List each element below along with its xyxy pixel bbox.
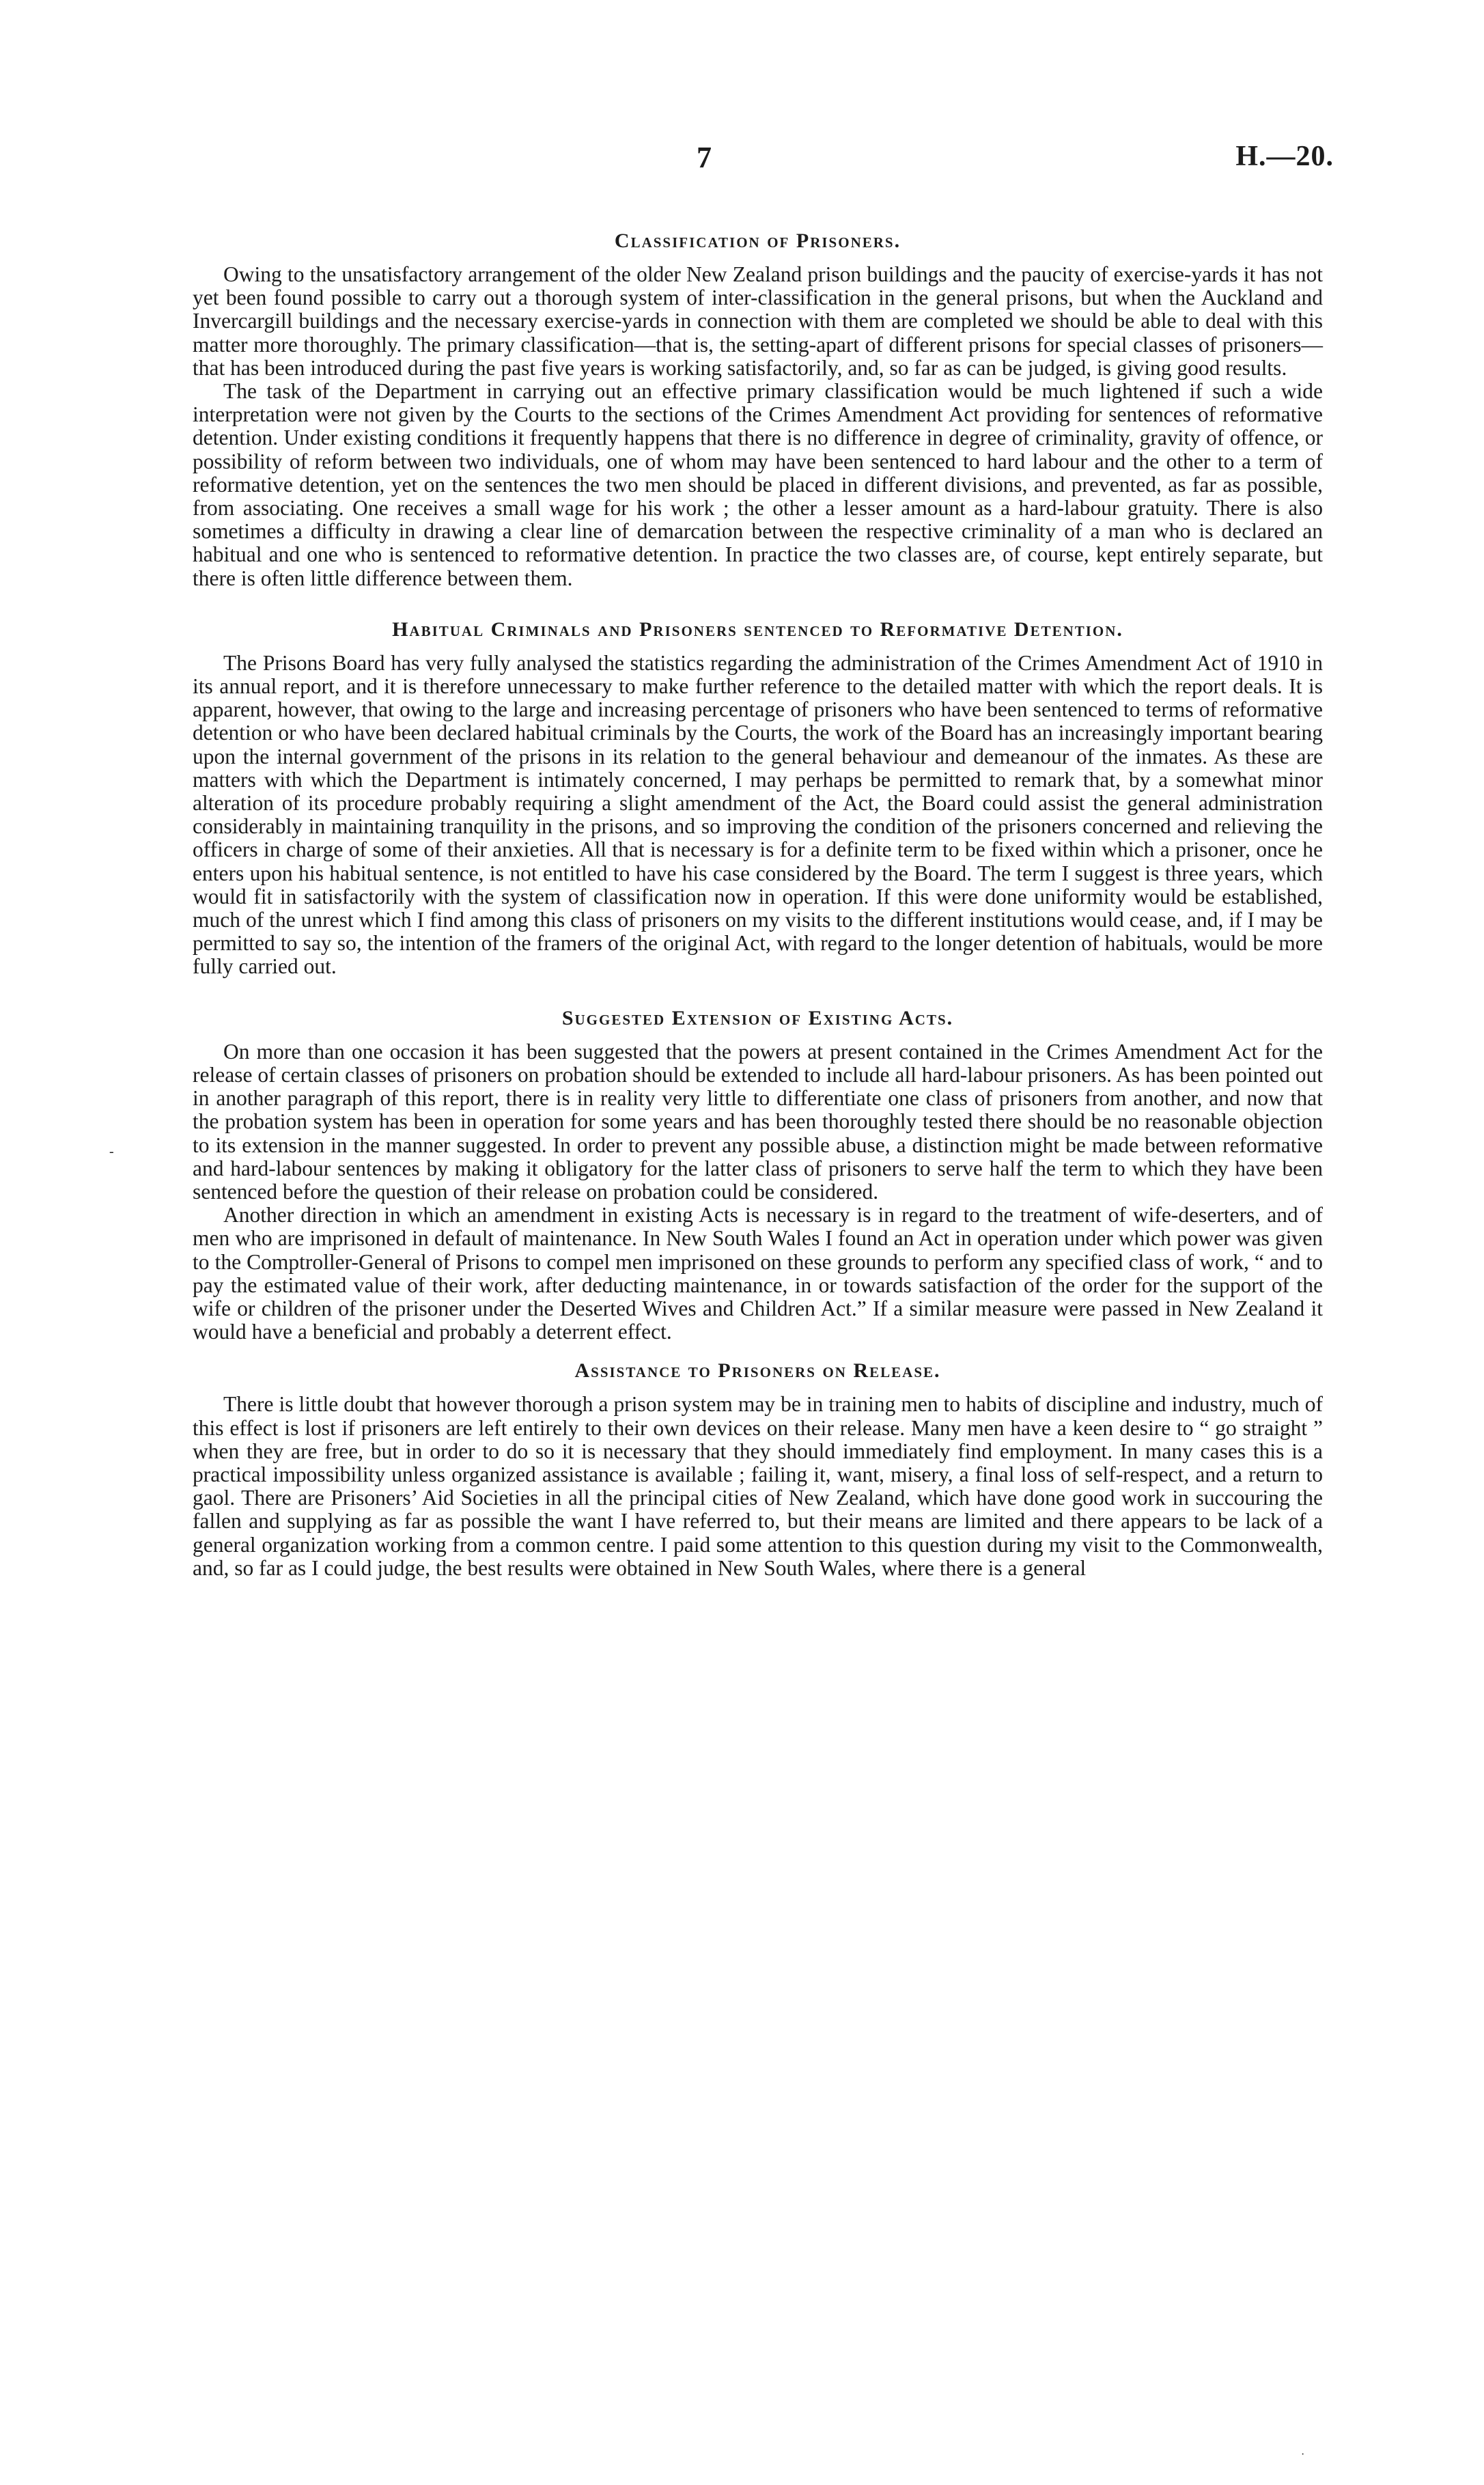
section-classification [193,229,1323,590]
section-heading: Habitual Criminals and Prisoners sentenced to Reformative Detention. [392,617,1123,641]
section-heading: Suggested Extension of Existing Acts. [561,1006,954,1029]
section-assistance-on-release [193,1359,1323,1580]
section-habitual-criminals [193,617,1323,979]
paragraph: The Prisons Board has very fully analysed the statistics regarding the administration of the Crimes Amendment Act of 1910 in its annual report, and it is therefore unnecessary to make further reference to the detailed matter with which the report deals. It is apparent, however, that owing to the large and increasing percentage of prisoners who have been sentenced to terms of reformative detention or who have been declared habitual criminals by the Courts, the work of the Board has an increasingly important bearing upon the internal government of the prisons in its relation to the general behaviour and demeanour of the inmates. As these are matters with which the Department is intimately concerned, I may perhaps be permitted to remark that, by a somewhat minor alteration of its procedure probably requiring a slight amendment of the Act, the Board could assist the general administration considerably in maintaining tranquility in the prisons, and so improving the condition of the prisoners concerned and relieving the officers in charge of some of their anxieties. All that is necessary is for a definite term to be fixed within which a prisoner, once he enters upon his habitual sentence, is not entitled to have his case considered by the Board. The term I suggest is three years, which would fit in satisfactorily with the system of classification now in operation. If this were done uniformity would be established, much of the unrest which I find among this class of prisoners on my visits to the different institutions would cease, and, if I may be permitted to say so, the intention of the framers of the original Act, with regard to the longer detention of habituals, would be more fully carried out. [193,650,1323,979]
margin-mark: - [109,1144,114,1159]
page-header [0,140,1484,181]
section-heading: Classification of Prisoners. [614,230,901,252]
page-number: 7 [697,141,712,174]
section-suggested-extension [193,1006,1323,1344]
paragraph: There is little doubt that however thorough a prison system may be in training men to habits of discipline and industry, much of this effect is lost if prisoners are left entirely to their own devices on their release. Many men have a keen desire to “ go straight ” when they are free, but in order to do so it is necessary that they should immediately find employment. In many cases this is a practical impossibility unless organized assistance is available ; failing it, want, misery, a final loss of self-respect, and a return to gaol. There are Prisoners’ Aid Societies in all the principal cities of New Zealand, which have done good work in succouring the fallen and supplying as far as possible the want I have referred to, but their means are limited and there appears to be lack of a general organization working from a common centre. I paid some attention to this question during my visit to the Commonwealth, and, so far as I could judge, the best results were obtained in New South Wales, where there is a general [193,1392,1323,1580]
paragraph: The task of the Department in carrying out an effective primary classification would be much lightened if such a wide interpretation were not given by the Courts to the sections of the Crimes Amendment Act providing for sentences of reformative detention. Under existing conditions it frequently happens that there is no difference in degree of criminality, gravity of offence, or possibility of reform between two individuals, one of whom may have been sentenced to hard labour and the other to a term of reformative detention, yet on the sentences the two men should be placed in different divisions, and prevented, as far as possible, from associating. One receives a small wage for his work ; the other a lesser amount as a hard-labour gratuity. There is also sometimes a difficulty in drawing a clear line of demarcation between the respective criminality of a man who is declared an habitual and one who is sentenced to reformative detention. In practice the two classes are, of course, kept entirely separate, but there is often little difference between them. [193,379,1323,590]
paragraph: Owing to the unsatisfactory arrangement of the older New Zealand prison buildings and the paucity of exercise-yards it has not yet been found possible to carry out a thorough system of inter-classification in the general prisons, but when the Auckland and Invercargill buildings and the necessary exercise-yards in connection with them are completed we should be able to deal with this matter more thoroughly. The primary classification—that is, the setting-apart of different prisons for special classes of prisoners—that has been introduced during the past five years is working satisfactorily, and, so far as can be judged, is giving good results. [193,262,1323,380]
paragraph: On more than one occasion it has been suggested that the powers at present contained in the Crimes Amendment Act for the release of certain classes of prisoners on probation should be extended to include all hard-labour prisoners. As has been pointed out in another paragraph of this report, there is in reality very little to differentiate one class of prisoners from another, and now that the probation system has been in operation for some years and has been thoroughly tested there should be no reasonable objection to its extension in the manner suggested. In order to prevent any possible abuse, a distinction might be made between reformative and hard-labour sentences by making it obligatory for the latter class of prisoners to serve half the term to which they have been sentenced before the question of their release on probation could be considered. [193,1039,1323,1204]
paragraph: Another direction in which an amendment in existing Acts is necessary is in regard to the treatment of wife-deserters, and of men who are imprisoned in default of maintenance. In New South Wales I found an Act in operation under which power was given to the Comptroller-General of Prisons to compel men imprisoned on these grounds to perform any specified class of work, “ and to pay the estimated value of their work, after deducting maintenance, in or towards satisfaction of the order for the support of the wife or children of the prisoner under the Deserted Wives and Children Act.” If a similar measure were passed in New Zealand it would have a beneficial and probably a deterrent effect. [193,1203,1323,1344]
margin-mark: · [1301,2449,1305,2460]
document-code: H.—20. [1235,141,1334,172]
page-body [193,229,1323,1580]
section-heading: Assistance to Prisoners on Release. [574,1359,941,1383]
